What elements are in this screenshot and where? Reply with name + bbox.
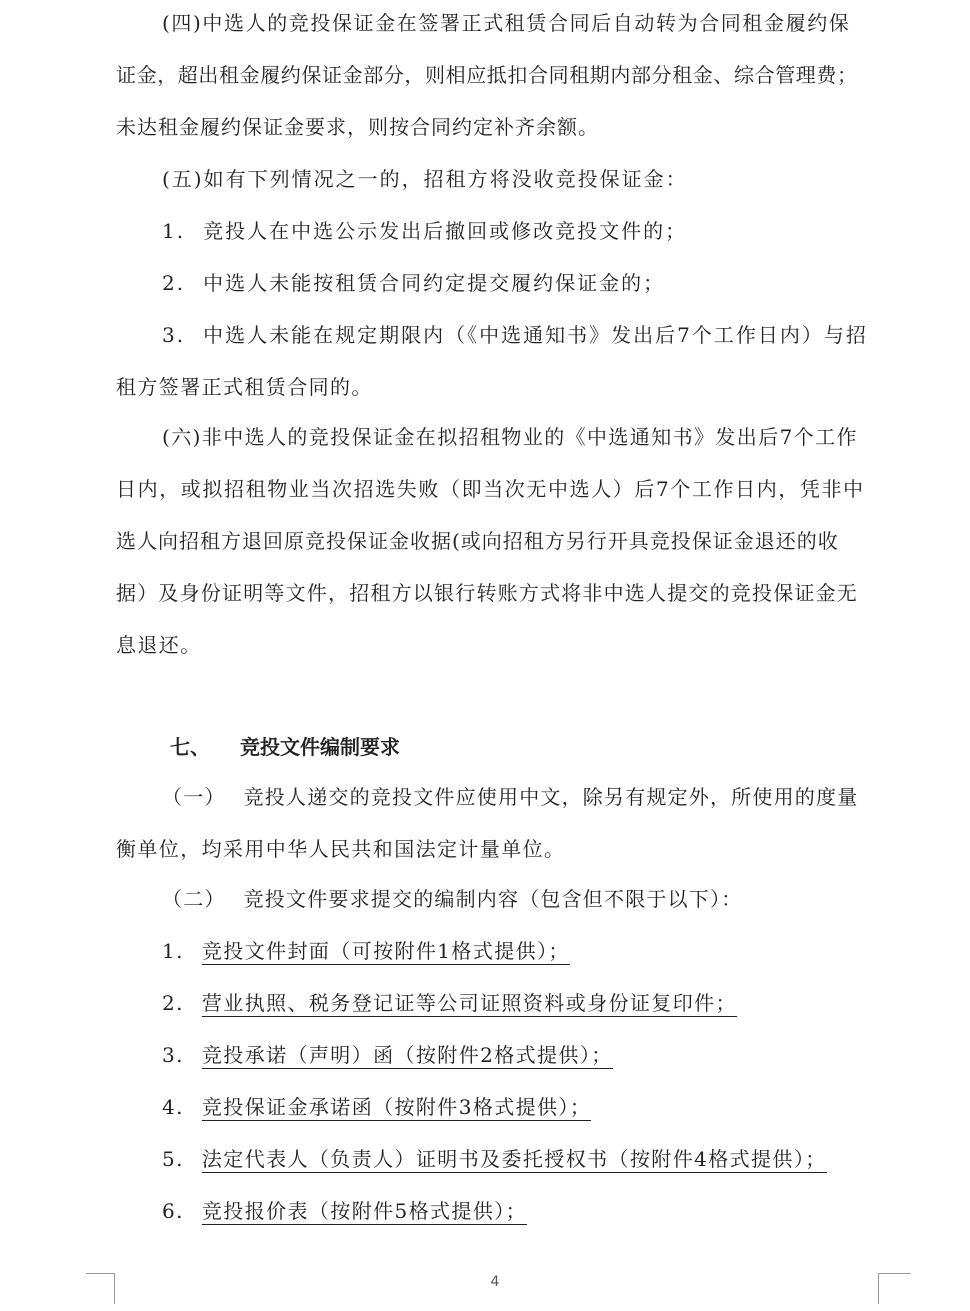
list-item-number: 2. — [162, 271, 186, 295]
list-item-number: 3. — [162, 1043, 184, 1067]
paragraph-4-line-3: 未达租金履约保证金要求，则按合同约定补齐余额。 — [116, 115, 599, 139]
paragraph-6-line-3: 选人向招租方退回原竞投保证金收据(或向招租方另行开具竞投保证金退还的收 — [116, 529, 839, 553]
paragraph-4-line-2: 证金，超出租金履约保证金部分，则相应抵扣合同租期内部分租金、综合管理费； — [116, 63, 858, 87]
paragraph-6-line-1: (六)非中选人的竞投保证金在拟招租物业的《中选通知书》发出后7个工作 — [162, 425, 858, 449]
section-heading-number: 七、 — [170, 735, 210, 759]
subsection-2-label: （二） — [162, 887, 226, 911]
list-item-number: 6. — [162, 1199, 184, 1223]
list-item-text: 法定代表人（负责人）证明书及委托授权书（按附件4格式提供）； — [201, 1147, 827, 1171]
list-item-number: 4. — [162, 1095, 184, 1119]
list-item-continuation: 租方签署正式租赁合同的。 — [116, 375, 373, 399]
subsection-1-text: 竞投人递交的竞投文件应使用中文，除另有规定外，所使用的度量 — [243, 785, 859, 809]
subsection-1-label: （一） — [162, 785, 226, 809]
paragraph-4-line-1: (四)中选人的竞投保证金在签署正式租赁合同后自动转为合同租金履约保 — [162, 11, 851, 35]
paragraph-6-line-5: 息退还。 — [116, 633, 202, 657]
document-list-item — [162, 1146, 827, 1172]
document-list-item — [162, 1094, 591, 1120]
paragraph-6-line-2: 日内，或拟招租物业当次招选失败（即当次无中选人）后7个工作日内，凭非中 — [116, 477, 865, 501]
list-item — [162, 218, 687, 244]
subsection-1-line-2: 衡单位，均采用中华人民共和国法定计量单位。 — [116, 837, 566, 861]
list-item-number: 1. — [162, 939, 184, 963]
list-item-text: 竞投报价表（按附件5格式提供）； — [201, 1199, 528, 1223]
list-item-text: 竞投承诺（声明）函（按附件2格式提供）； — [201, 1043, 613, 1067]
page-number: 4 — [490, 1274, 500, 1290]
list-item-text: 竞投文件封面（可按附件1格式提供）； — [201, 939, 570, 963]
subsection-2-text: 竞投文件要求提交的编制内容（包含但不限于以下）： — [243, 887, 743, 911]
crop-mark-bottom-right — [878, 1273, 911, 1304]
section-heading — [170, 734, 400, 760]
subsection-1-line-1 — [162, 784, 858, 810]
document-list-item — [162, 990, 737, 1016]
list-item-text: 中选人未能在规定期限内（《中选通知书》发出后7个工作日内）与招 — [203, 323, 868, 347]
list-item-text: 营业执照、税务登记证等公司证照资料或身份证复印件； — [201, 991, 737, 1015]
list-item — [162, 270, 665, 296]
list-item-number: 1. — [162, 219, 186, 243]
paragraph-6-line-4: 据）及身份证明等文件，招租方以银行转账方式将非中选人提交的竞投保证金无 — [116, 581, 858, 605]
document-list-item — [162, 1198, 527, 1224]
document-list-item — [162, 938, 570, 964]
crop-mark-bottom-left — [86, 1273, 115, 1304]
list-item-text: 中选人未能按租赁合同约定提交履约保证金的； — [203, 271, 666, 295]
list-item-text: 竞投保证金承诺函（按附件3格式提供）； — [201, 1095, 592, 1119]
list-item — [162, 322, 868, 348]
subsection-2 — [162, 886, 742, 912]
document-list-item — [162, 1042, 613, 1068]
paragraph-5-intro: (五)如有下列情况之一的，招租方将没收竞投保证金： — [162, 167, 688, 191]
list-item-number: 2. — [162, 991, 184, 1015]
list-item-text: 竞投人在中选公示发出后撤回或修改竞投文件的； — [203, 219, 688, 243]
section-heading-title: 竞投文件编制要求 — [240, 735, 400, 759]
list-item-number: 3. — [162, 323, 186, 347]
list-item-number: 5. — [162, 1147, 184, 1171]
